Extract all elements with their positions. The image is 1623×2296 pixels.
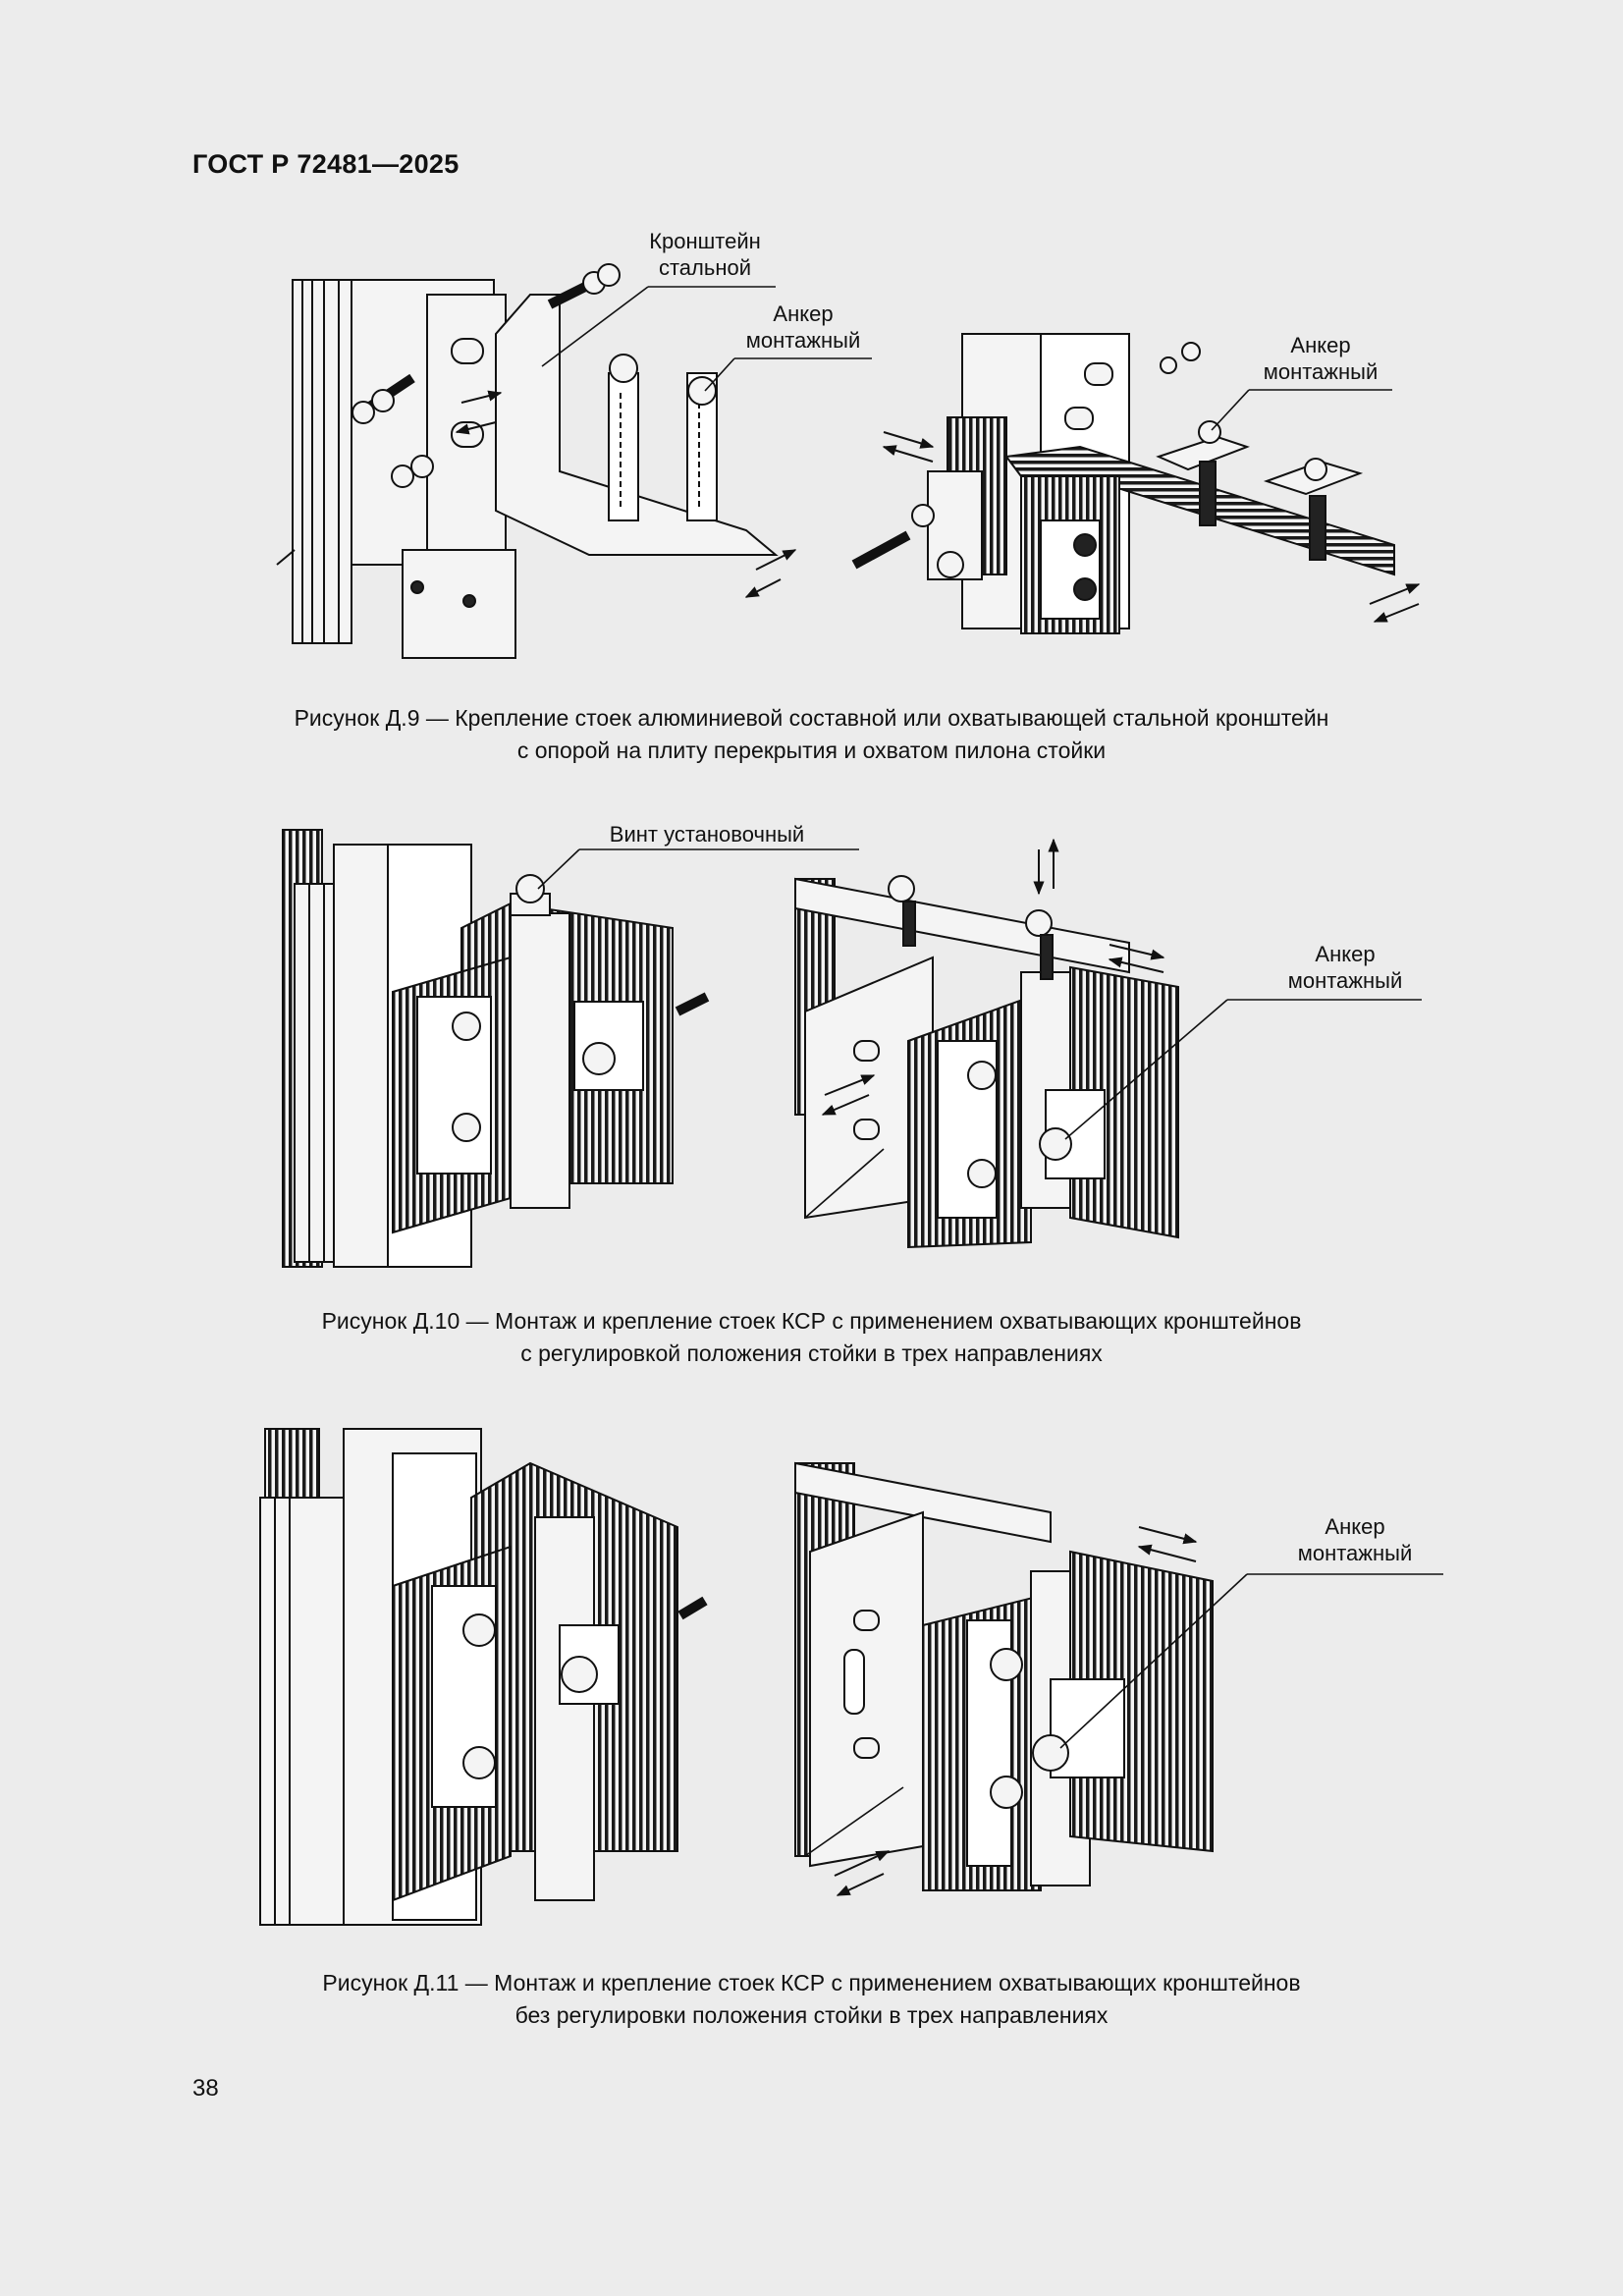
- label-anchor-d9-right: [1252, 332, 1389, 385]
- figure-d10-right-drawing: [795, 840, 1178, 1247]
- figure-d9-left-drawing: [277, 264, 795, 658]
- label-bracket-line2: стальной: [658, 255, 752, 280]
- figure-d10-left-drawing: [283, 830, 707, 1267]
- label-anchor-line1: Анкер: [773, 301, 834, 326]
- label-anchor-line2: монтажный: [745, 328, 861, 353]
- caption-line1: Рисунок Д.11 — Монтаж и крепление стоек КСР с применением охватывающих кронштейнов: [322, 1970, 1301, 1995]
- figure-d9-caption: [0, 702, 1623, 767]
- figure-d11-caption: [0, 1967, 1623, 2032]
- label-set-screw: Винт установочный: [609, 822, 805, 847]
- caption-line2: с опорой на плиту перекрытия и охватом пилона стойки: [516, 738, 1107, 763]
- label-anchor-line1: Анкер: [1315, 942, 1376, 966]
- caption-line2: без регулировки положения стойки в трех направлениях: [514, 2002, 1109, 2028]
- figure-d11-right-drawing: [795, 1463, 1213, 1895]
- caption-line1: Рисунок Д.10 — Монтаж и крепление стоек КСР с применением охватывающих кронштейнов: [321, 1308, 1302, 1334]
- figure-d11-left-drawing: [260, 1429, 705, 1925]
- label-bracket-line1: Кронштейн: [649, 229, 761, 253]
- label-anchor-line2: монтажный: [1263, 359, 1379, 384]
- label-anchor-line1: Анкер: [1290, 333, 1351, 357]
- caption-line2: с регулировкой положения стойки в трех направлениях: [520, 1340, 1103, 1366]
- figure-d9-right-leaders: [1212, 390, 1392, 430]
- label-anchor-d9-left: [734, 301, 872, 354]
- page-number: 38: [192, 2075, 219, 2102]
- label-anchor-d11: [1286, 1513, 1424, 1566]
- label-anchor-line1: Анкер: [1325, 1514, 1385, 1539]
- figure-d10-caption: [0, 1305, 1623, 1370]
- label-anchor-d10: [1276, 941, 1414, 994]
- document-code: ГОСТ Р 72481—2025: [192, 149, 460, 179]
- label-bracket-steel: [631, 228, 779, 281]
- label-anchor-line2: монтажный: [1287, 968, 1403, 993]
- label-anchor-line2: монтажный: [1297, 1541, 1413, 1565]
- caption-line1: Рисунок Д.9 — Крепление стоек алюминиевой составной или охватывающей стальной кронштейн: [294, 705, 1329, 731]
